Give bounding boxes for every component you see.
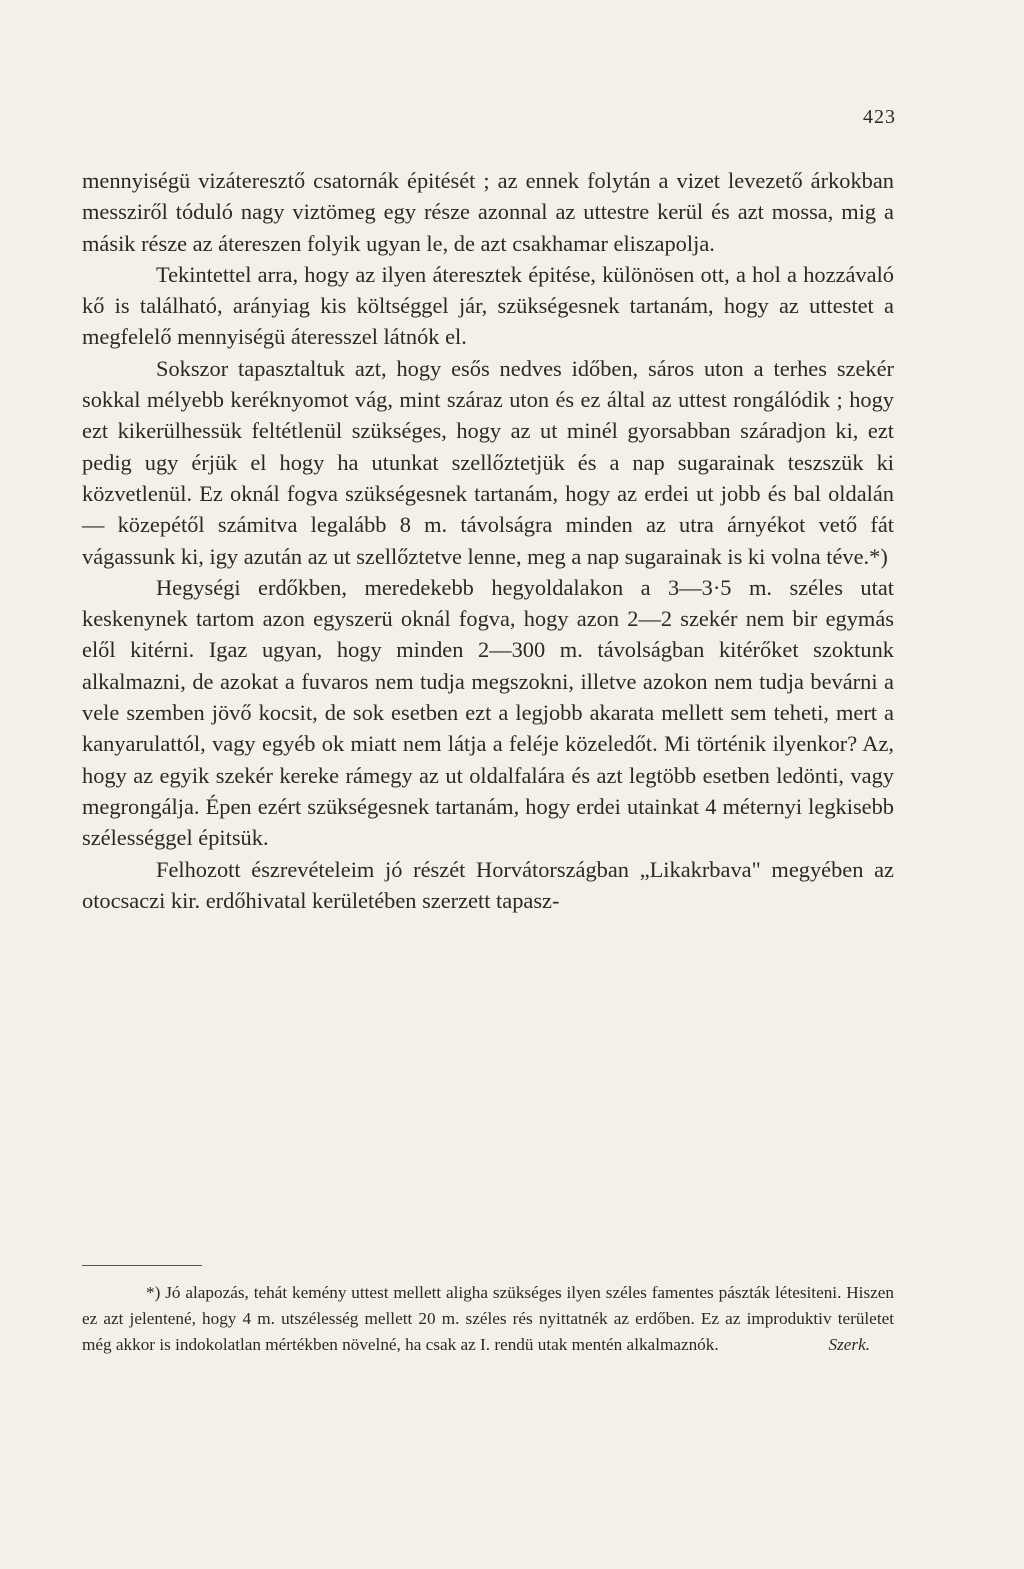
body-text	[82, 165, 894, 916]
paragraph-1: mennyiségü vizáteresztő csatornák épitését ; az ennek folytán a vizet levezető árkokban messziről tóduló nagy viztömeg egy része azonnal az uttestre kerül és azt mossa, mig a másik része az átereszen folyik ugyan le, de azt csakhamar eliszapolja.	[82, 168, 894, 256]
paragraph-3: Sokszor tapasztaltuk azt, hogy esős nedves időben, sáros uton a terhes szekér sokkal mélyebb keréknyomot vág, mint száraz uton és ez által az uttest rongálódik ; hogy ezt kikerülhessük feltétlenül szükséges, hogy az ut minél gyorsabban száradjon ki, ezt pedig ugy érjük el hogy ha utunkat szellőztetjük és a nap sugarainak teszszük ki közvetlenül. Ez oknál fogva szükségesnek tartanám, hogy az erdei ut jobb és bal oldalán — közepétől számitva legalább 8 m. távolságra minden az utra árnyékot vető fát vágassunk ki, igy azután az ut szellőztetve lenne, meg a nap sugarainak is ki volna téve.*)	[82, 355, 894, 569]
paragraph-4: Hegységi erdőkben, meredekebb hegyoldalakon a 3—3·5 m. széles utat keskenynek tartom azon egyszerü oknál fogva, hogy azon 2—2 szekér nem bir egymás elől kitérni. Igaz ugyan, hogy minden 2—300 m. távolságban kitérőket szoktunk alkalmazni, de azokat a fuvaros nem tudja megszokni, illetve azokon nem tudja bevárni a vele szemben jövő kocsit, de sok esetben ezt a legjobb akarata mellett sem teheti, mert a kanyarulattól, vagy egyéb ok miatt nem látja a feléje közeledőt. Mi történik ilyenkor? Az, hogy az egyik szekér kereke rámegy az ut oldalfalára és azt legtöbb esetben ledönti, vagy megrongálja. Épen ezért szükségesnek tartanám, hogy erdei utainkat 4 méternyi legkisebb szélességgel épitsük.	[82, 574, 894, 851]
paragraph-2: Tekintettel arra, hogy az ilyen áteresztek épitése, különösen ott, a hol a hozzávaló kő is található, arányiag kis költséggel jár, szükségesnek tartanám, hogy az uttestet a megfelelő mennyiségü áteresszel látnók el.	[82, 261, 894, 350]
paragraph-5: Felhozott észrevételeim jó részét Horvátországban „Likakrbava" megyében az otocsaczi kir. erdőhivatal kerületében szerzett tapasz-	[82, 856, 894, 913]
footnote	[82, 1280, 894, 1359]
footnote-signature: Szerk.	[828, 1335, 870, 1355]
footnote-text: *) Jó alapozás, tehát kemény uttest mellett aligha szükséges ilyen széles famentes pászták létesiteni. Hiszen ez azt jelentené, hogy 4 m. utszélesség mellett 20 m. széles rés nyittatnék az erdőben. Ez az improduktiv területet még akkor is indokolatlan mértékben növelné, ha csak az I. rendü utak mentén alkalmaznók.	[82, 1283, 894, 1355]
page-number: 423	[863, 106, 896, 128]
footnote-divider	[82, 1265, 202, 1266]
